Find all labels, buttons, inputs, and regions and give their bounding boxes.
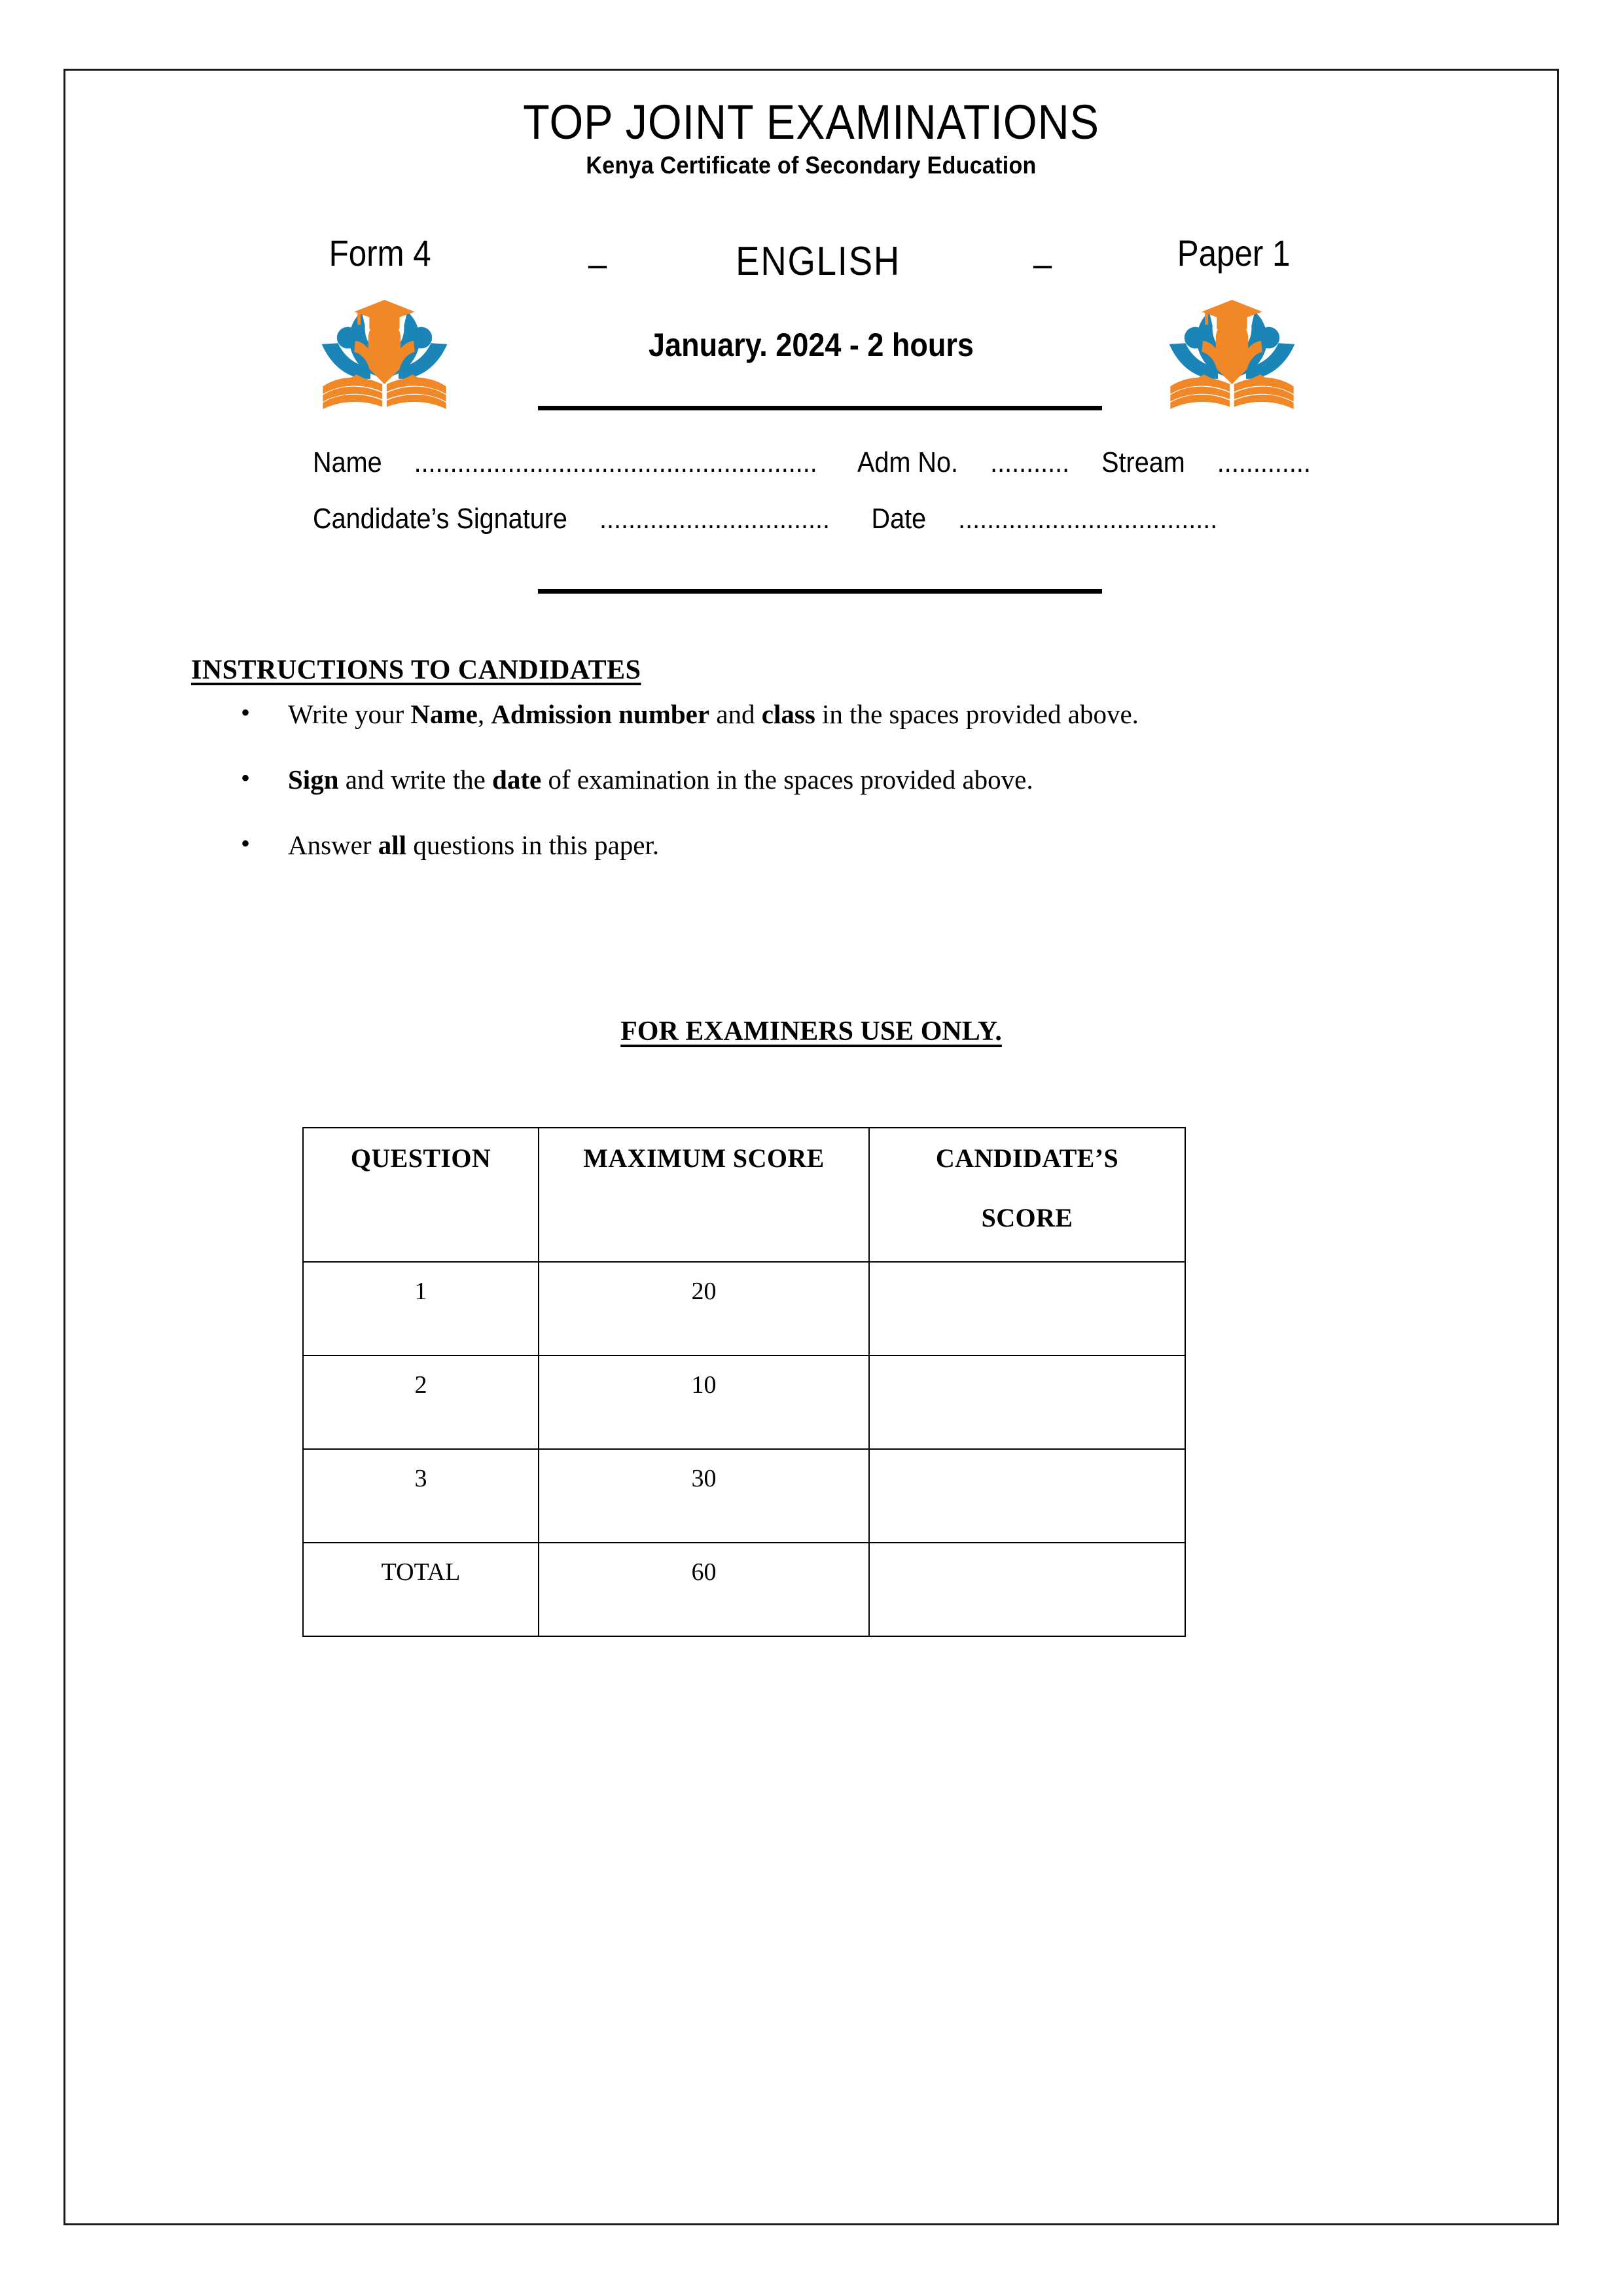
paper-label: Paper 1 xyxy=(1177,232,1291,274)
instruction-text: Write your Name, Admission number and class in the spaces provided above. xyxy=(288,699,1139,729)
cell-maximum-score: 60 xyxy=(539,1543,869,1636)
column-header-candidate-score xyxy=(869,1128,1185,1262)
dash-separator-left: – xyxy=(588,243,607,285)
instruction-item xyxy=(236,699,1446,730)
candidate-header-line2: SCORE xyxy=(981,1203,1073,1232)
cell-question: 2 xyxy=(303,1355,539,1449)
cell-candidate-score[interactable] xyxy=(869,1355,1185,1449)
bullet-icon: • xyxy=(241,763,251,793)
adm-no-input-dots[interactable]: ........... xyxy=(990,446,1070,478)
header-divider-rule-top xyxy=(538,406,1102,410)
instructions-list xyxy=(236,699,1446,895)
instructions-heading: INSTRUCTIONS TO CANDIDATES xyxy=(191,655,641,685)
cell-candidate-score[interactable] xyxy=(869,1449,1185,1543)
name-field-line xyxy=(313,446,1314,479)
date-input-dots[interactable]: .................................... xyxy=(958,503,1218,535)
stream-input-dots[interactable]: ............. xyxy=(1217,446,1311,478)
name-label: Name xyxy=(313,446,382,478)
date-label: Date xyxy=(871,503,927,535)
cell-question: 3 xyxy=(303,1449,539,1543)
form-label: Form 4 xyxy=(329,232,431,274)
table-row xyxy=(303,1262,1185,1355)
candidate-signature-input-dots[interactable]: ................................ xyxy=(599,503,830,535)
candidate-signature-label: Candidate’s Signature xyxy=(313,503,567,535)
cell-candidate-score[interactable] xyxy=(869,1262,1185,1355)
cell-maximum-score: 20 xyxy=(539,1262,869,1355)
table-header-row xyxy=(303,1128,1185,1262)
examiners-heading-text: FOR EXAMINERS USE ONLY. xyxy=(620,1016,1002,1047)
instruction-item xyxy=(236,764,1446,795)
examiners-heading xyxy=(63,1016,1559,1047)
column-header-maximum-score: MAXIMUM SCORE xyxy=(539,1128,869,1262)
exam-date-duration: January. 2024 - 2 hours xyxy=(649,327,974,363)
cell-maximum-score: 10 xyxy=(539,1355,869,1449)
name-input-dots[interactable]: ........................................................ xyxy=(414,446,817,478)
exam-title: TOP JOINT EXAMINATIONS xyxy=(523,95,1099,149)
subject-name: ENGLISH xyxy=(736,239,901,284)
cell-question: TOTAL xyxy=(303,1543,539,1636)
table-row xyxy=(303,1449,1185,1543)
column-header-question: QUESTION xyxy=(303,1128,539,1262)
adm-no-label: Adm No. xyxy=(857,446,959,478)
cell-candidate-score[interactable] xyxy=(869,1543,1185,1636)
stream-label: Stream xyxy=(1101,446,1185,478)
cell-question: 1 xyxy=(303,1262,539,1355)
table-row xyxy=(303,1355,1185,1449)
signature-field-line xyxy=(313,503,1314,535)
exam-subtitle: Kenya Certificate of Secondary Education xyxy=(586,152,1037,179)
bullet-icon: • xyxy=(241,829,251,859)
candidate-header-line1: CANDIDATE’S xyxy=(935,1143,1119,1173)
bullet-icon: • xyxy=(241,698,251,727)
exam-header xyxy=(63,95,1559,179)
instruction-text: Sign and write the date of examination in the spaces provided above. xyxy=(288,764,1033,795)
table-row xyxy=(303,1543,1185,1636)
instruction-item xyxy=(236,830,1446,861)
dash-separator-right: – xyxy=(1033,243,1052,285)
score-table xyxy=(302,1127,1186,1637)
instruction-text: Answer all questions in this paper. xyxy=(288,830,660,861)
header-divider-rule-bottom xyxy=(538,589,1102,594)
cell-maximum-score: 30 xyxy=(539,1449,869,1543)
subject-row xyxy=(63,223,1559,295)
